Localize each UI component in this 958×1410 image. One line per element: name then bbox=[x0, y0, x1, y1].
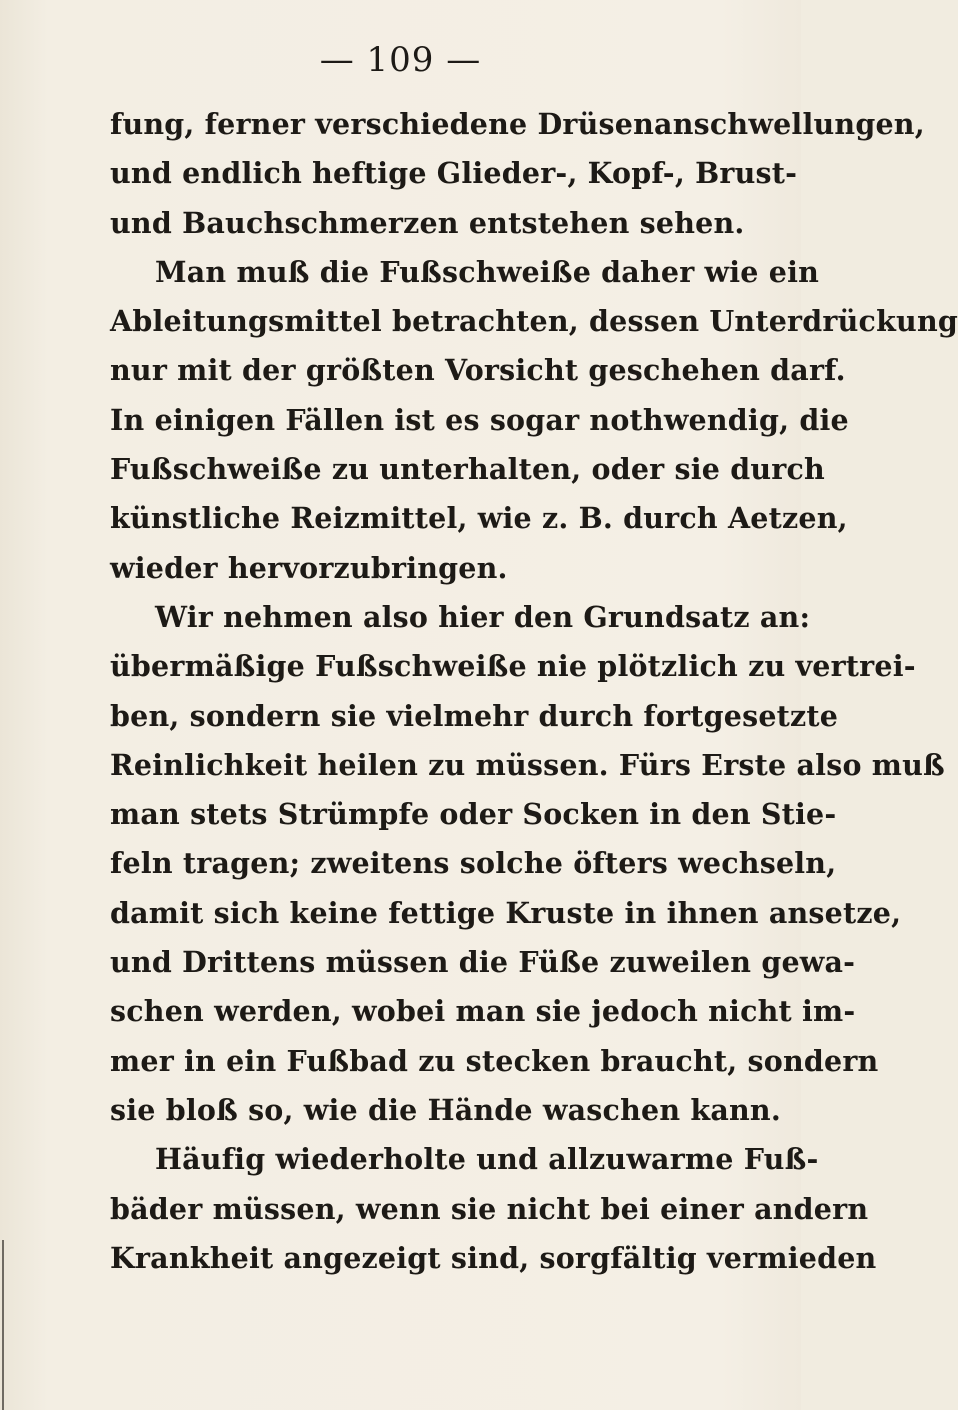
text-line: feln tragen; zweitens solche öfters wechseln, bbox=[110, 846, 837, 881]
text-line: übermäßige Fußschweiße nie plötzlich zu vertrei- bbox=[110, 649, 916, 684]
text-line: nur mit der größten Vorsicht geschehen darf. bbox=[110, 353, 846, 388]
text-line: wieder hervorzubringen. bbox=[110, 550, 508, 585]
text-line: damit sich keine fettige Kruste in ihnen ansetze, bbox=[110, 895, 902, 930]
text-line: sie bloß so, wie die Hände waschen kann. bbox=[110, 1092, 781, 1127]
text-line: bäder müssen, wenn sie nicht bei einer andern bbox=[110, 1191, 869, 1226]
page-edge-shadow bbox=[2, 1240, 4, 1410]
text-line: Man muß die Fußschweiße daher wie ein bbox=[155, 254, 820, 289]
text-line: man stets Strümpfe oder Socken in den Stie- bbox=[110, 797, 837, 832]
text-line: und endlich heftige Glieder-, Kopf-, Brust- bbox=[110, 156, 798, 191]
text-line: Ableitungsmittel betrachten, dessen Unterdrückung bbox=[110, 304, 958, 339]
text-line: In einigen Fällen ist es sogar nothwendig, die bbox=[110, 402, 849, 437]
text-line: Häufig wiederholte und allzuwarme Fuß- bbox=[155, 1142, 819, 1177]
text-line: Krankheit angezeigt sind, sorgfältig vermieden bbox=[110, 1240, 877, 1275]
body-text bbox=[110, 100, 958, 1283]
text-line: schen werden, wobei man sie jedoch nicht im- bbox=[110, 994, 856, 1029]
text-line: Wir nehmen also hier den Grundsatz an: bbox=[155, 599, 811, 634]
text-line: und Drittens müssen die Füße zuweilen gewa- bbox=[110, 945, 856, 980]
text-line: mer in ein Fußbad zu stecken braucht, sondern bbox=[110, 1043, 879, 1078]
text-line: Fußschweiße zu unterhalten, oder sie durch bbox=[110, 452, 825, 487]
text-line: und Bauchschmerzen entstehen sehen. bbox=[110, 205, 745, 240]
text-line: ben, sondern sie vielmehr durch fortgesetzte bbox=[110, 698, 839, 733]
text-line: künstliche Reizmittel, wie z. B. durch Aetzen, bbox=[110, 501, 848, 536]
text-line: fung, ferner verschiedene Drüsenanschwellungen, bbox=[110, 107, 925, 141]
text-line: Reinlichkeit heilen zu müssen. Fürs Erste also muß bbox=[110, 747, 945, 782]
page-number-header: — 109 — bbox=[319, 40, 482, 80]
